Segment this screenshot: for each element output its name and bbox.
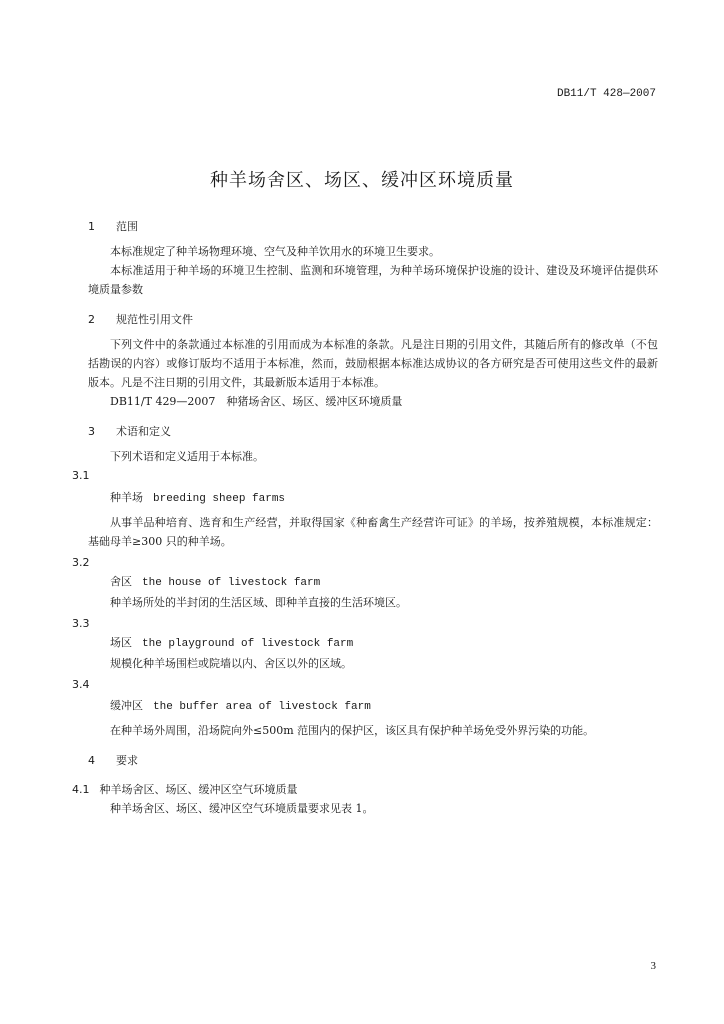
document-body [72, 218, 658, 818]
section-number: 2 [88, 313, 95, 326]
section-heading [88, 752, 658, 770]
term-chinese: 场区 [110, 636, 132, 649]
reference-item: DB11/T 429—2007 种猪场舍区、场区、缓冲区环境质量 [110, 395, 403, 408]
section-title: 要求 [116, 754, 138, 767]
term-entry [88, 572, 658, 593]
section-title: 范围 [116, 220, 138, 233]
section-title: 规范性引用文件 [116, 313, 193, 326]
term-chinese: 种羊场 [110, 491, 143, 504]
term-number: 3.4 [72, 678, 90, 691]
term-chinese: 缓冲区 [110, 699, 143, 712]
page-number: 3 [650, 960, 656, 972]
term-english: the house of livestock farm [142, 577, 321, 589]
term-english: the playground of livestock farm [142, 638, 354, 650]
paragraph: 种羊场舍区、场区、缓冲区空气环境质量要求见表 1。 [110, 802, 374, 815]
paragraph: 下列术语和定义适用于本标准。 [110, 450, 264, 463]
term-number: 3.1 [72, 469, 90, 482]
term-number: 3.3 [72, 617, 90, 630]
term-number: 3.2 [72, 556, 90, 569]
term-definition: 在种羊场外周围，沿场院向外≤500m 范围内的保护区，该区具有保护种羊场免受外界污染的功能。 [110, 724, 595, 737]
document-title: 种羊场舍区、场区、缓冲区环境质量 [210, 170, 514, 191]
subsection-heading [72, 780, 658, 799]
section-heading [88, 423, 658, 441]
paragraph: 下列文件中的条款通过本标准的引用而成为本标准的条款。凡是注日期的引用文件，其随后所有的修改单（不包括勘误的内容）或修订版均不适用于本标准，然而，鼓励根据本标准达成协议的各方研究是否可使用这些文件的最新版本。凡是不注日期的引用文件，其最新版本适用于本标准。 [88, 338, 658, 389]
section-heading [88, 218, 658, 236]
term-entry [88, 488, 658, 509]
section-number: 1 [88, 220, 95, 233]
section-title: 术语和定义 [116, 425, 171, 438]
section-heading [88, 311, 658, 329]
term-chinese: 舍区 [110, 575, 132, 588]
subsection-title: 种羊场舍区、场区、缓冲区空气环境质量 [99, 783, 298, 796]
paragraph: 本标准规定了种羊场物理环境、空气及种羊饮用水的环境卫生要求。 [110, 245, 440, 258]
term-english: breeding sheep farms [153, 493, 286, 505]
term-definition: 种羊场所处的半封闭的生活区域、即种羊直接的生活环境区。 [110, 596, 407, 609]
section-number: 3 [88, 425, 95, 438]
term-definition: 从事羊品种培育、选育和生产经营，并取得国家《种畜禽生产经营许可证》的羊场，按养殖规模，本标准规定： 基础母羊≥300 只的种羊场。 [88, 516, 658, 548]
term-entry [88, 633, 658, 654]
term-english: the buffer area of livestock farm [153, 701, 371, 713]
subsection-number: 4.1 [72, 783, 90, 796]
paragraph: 本标准适用于种羊场的环境卫生控制、监测和环境管理，为种羊场环境保护设施的设计、建设及环境评估提供环境质量参数 [88, 264, 658, 296]
standard-code: DB11/T 428—2007 [556, 88, 656, 100]
section-number: 4 [88, 754, 95, 767]
term-definition: 规模化种羊场围栏或院墙以内、舍区以外的区域。 [110, 657, 352, 670]
term-entry [88, 696, 658, 717]
